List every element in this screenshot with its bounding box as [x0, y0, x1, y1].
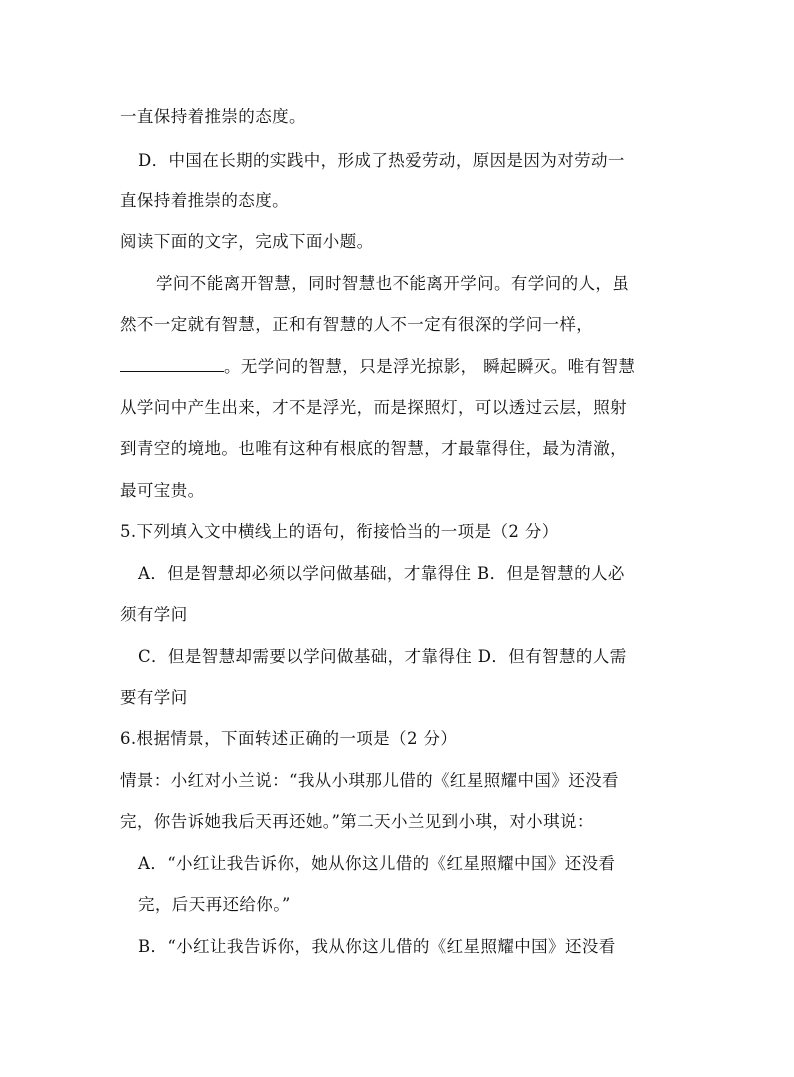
- q5-option-text: 要有学问: [120, 688, 188, 707]
- q6-scenario: 完，你告诉她我后天再还她。”第二天小兰见到小琪，对小琪说：: [120, 812, 594, 831]
- passage-line: 然不一定就有智慧，正和有智慧的人不一定有很深的学问一样，: [120, 315, 594, 334]
- q6-scenario: 情景：小红对小兰说：“我从小琪那儿借的《红星照耀中国》还没看: [120, 771, 619, 790]
- text-line: 一直保持着推崇的态度。: [120, 107, 306, 126]
- question-5: 5.下列填入文中横线上的语句，衔接恰当的一项是（2 分）: [120, 522, 559, 541]
- passage-line: 从学问中产生出来，才不是浮光，而是探照灯，可以透过云层，照射: [120, 398, 627, 417]
- q6-option-a-cont: 完，后天再还给你。”: [138, 895, 291, 914]
- passage-text: 。无学问的智慧，只是浮光掠影， 瞬起瞬灭。唯有智慧: [224, 357, 636, 376]
- passage-line: 到青空的境地。也唯有这种有根底的智慧，才最靠得住，最为清澈，: [120, 439, 627, 458]
- passage-line: 学问不能离开智慧，同时智慧也不能离开学问。有学问的人，虽: [156, 274, 630, 293]
- q5-options-cd: C．但是智慧却需要以学问做基础，才靠得住 D．但有智慧的人需: [138, 647, 627, 666]
- option-d-line: D．中国在长期的实践中，形成了热爱劳动，原因是因为对劳动一: [138, 151, 625, 170]
- q5-options-ab: A．但是智慧却必须以学问做基础，才靠得住 B．但是智慧的人必: [138, 564, 625, 583]
- reading-instruction: 阅读下面的文字，完成下面小题。: [120, 232, 374, 251]
- q5-option-text: 须有学问: [120, 605, 188, 624]
- fill-blank: [120, 357, 224, 372]
- q6-option-b: B．“小红让我告诉你，我从你这儿借的《红星照耀中国》还没看: [138, 937, 616, 956]
- question-6: 6.根据情景，下面转述正确的一项是（2 分）: [120, 729, 458, 748]
- passage-blank-line: [120, 356, 635, 378]
- q6-option-a: A．“小红让我告诉你，她从你这儿借的《红星照耀中国》还没看: [138, 854, 616, 873]
- passage-line: 最可宝贵。: [120, 481, 205, 500]
- text-line: 直保持着推崇的态度。: [120, 191, 289, 210]
